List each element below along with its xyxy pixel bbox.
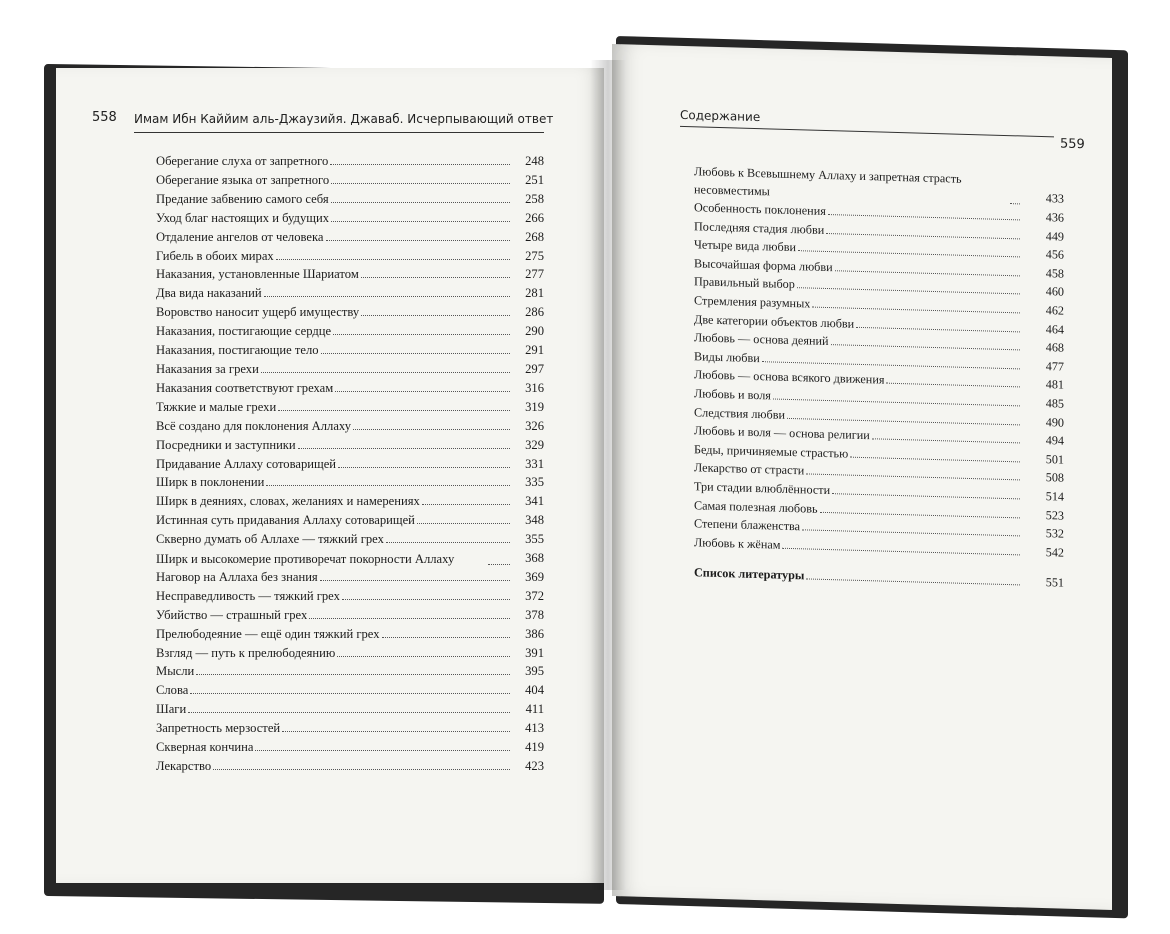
right-page <box>612 44 1112 910</box>
toc-entry: Скверная кончина 419 <box>156 740 544 755</box>
toc-entry: Всё создано для поклонения Аллаху 326 <box>156 418 544 433</box>
toc-entry: Убийство — страшный грех 378 <box>156 607 544 622</box>
left-toc-list <box>156 152 544 776</box>
toc-entry: Наказания, постигающие сердце 290 <box>156 324 544 339</box>
toc-entry: Наказания, постигающие тело 291 <box>156 343 544 358</box>
toc-entry: Оберегание слуха от запретного 248 <box>156 154 544 168</box>
toc-entry: Четыре вида любви 456 <box>694 237 1064 262</box>
toc-entry: Высочайшая форма любви 458 <box>694 256 1064 281</box>
toc-entry: Наказания за грехи 297 <box>156 361 544 376</box>
toc-entry: Предание забвению самого себя 258 <box>156 191 544 206</box>
toc-entry: Гибель в обоих мирах 275 <box>156 248 544 263</box>
toc-entry: Оберегание языка от запретного 251 <box>156 172 544 187</box>
toc-entry: Наказания, установленные Шариатом 277 <box>156 267 544 282</box>
left-running-head: Имам Ибн Каййим аль-Джаузийя. Джаваб. Исчерпывающий ответ <box>134 112 554 126</box>
toc-entry: Степени блаженства 532 <box>694 516 1064 541</box>
toc-entry: Любовь и воля 485 <box>694 386 1064 411</box>
toc-entry: Шаги 411 <box>156 702 544 717</box>
toc-entry: Последняя стадия любви 449 <box>694 218 1064 244</box>
toc-entry-multiline: Любовь к Всевышнему Аллаху и запретная страсть несовместимы 433 <box>694 164 1064 207</box>
right-toc-list <box>694 162 1064 592</box>
toc-entry: Тяжкие и малые грехи 319 <box>156 399 544 414</box>
toc-entry: Стремления разумных 462 <box>694 293 1064 318</box>
toc-entry: Ширк в поклонении 335 <box>156 475 544 490</box>
toc-entry: Особенность поклонения 436 <box>694 200 1064 225</box>
right-page-number: 559 <box>1060 136 1085 153</box>
left-page <box>56 68 604 883</box>
toc-entry: Любовь к жёнам 542 <box>694 534 1064 560</box>
toc-entry: Самая полезная любовь 523 <box>694 497 1064 523</box>
toc-entry: Мысли 395 <box>156 664 544 679</box>
toc-entry: Две категории объектов любви 464 <box>694 311 1064 337</box>
toc-entry: Прелюбодеяние — ещё один тяжкий грех 386 <box>156 626 544 641</box>
right-header-rule <box>680 126 1054 137</box>
toc-entry: Лекарство от страсти 508 <box>694 460 1064 485</box>
toc-entry: Скверно думать об Аллахе — тяжкий грех 355 <box>156 532 544 547</box>
toc-entry: Запретность мерзостей 413 <box>156 721 544 736</box>
toc-entry-bibliography: Список литературы 551 <box>694 565 1064 590</box>
toc-entry: Три стадии влюблённости 514 <box>694 479 1064 504</box>
toc-entry: Истинная суть придавания Аллаху сотоварищей 348 <box>156 513 544 528</box>
toc-entry: Уход благ настоящих и будущих 266 <box>156 210 544 225</box>
toc-entry: Слова 404 <box>156 683 544 698</box>
left-header-rule <box>134 132 544 133</box>
toc-entry: Два вида наказаний 281 <box>156 286 544 301</box>
left-page-number: 558 <box>92 110 117 125</box>
toc-entry: Воровство наносит ущерб имуществу 286 <box>156 305 544 320</box>
toc-entry: Несправедливость — тяжкий грех 372 <box>156 588 544 603</box>
toc-entry: Виды любви 477 <box>694 349 1064 374</box>
toc-entry: Правильный выбор 460 <box>694 274 1064 300</box>
toc-entry: Наказания соответствуют грехам 316 <box>156 380 544 395</box>
toc-entry: Любовь и воля — основа религии 494 <box>694 423 1064 448</box>
toc-entry: Посредники и заступники 329 <box>156 437 544 452</box>
toc-entry: Взгляд — путь к прелюбодеянию 391 <box>156 645 544 660</box>
toc-entry: Наговор на Аллаха без знания 369 <box>156 569 544 584</box>
right-running-head: Содержание <box>680 107 761 125</box>
toc-entry: Лекарство 423 <box>156 759 544 773</box>
toc-entry-multiline: Ширк и высокомерие противоречат покорности Аллаху 368 <box>156 551 544 566</box>
toc-entry: Отдаление ангелов от человека 268 <box>156 229 544 244</box>
toc-entry: Любовь — основа деяний 468 <box>694 330 1064 355</box>
toc-entry: Следствия любви 490 <box>694 404 1064 430</box>
toc-entry: Беды, причиняемые страстью 501 <box>694 442 1064 467</box>
toc-entry: Любовь — основа всякого движения 481 <box>694 367 1064 392</box>
toc-entry: Ширк в деяниях, словах, желаниях и намерениях 341 <box>156 494 544 509</box>
toc-entry: Придавание Аллаху сотоварищей 331 <box>156 456 544 471</box>
